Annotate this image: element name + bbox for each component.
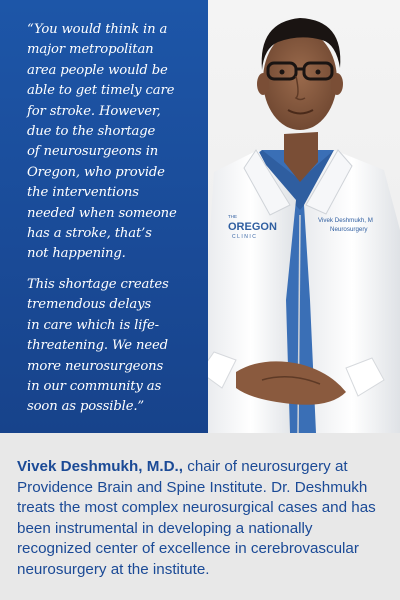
quote-line: more neurosurgeons [27, 358, 164, 374]
quote-line: the interventions [27, 185, 139, 201]
quote-panel [0, 0, 208, 433]
quote-paragraph-1 [27, 20, 203, 265]
quote-line: major metropolitan [27, 42, 154, 58]
quote-line: needed when someone [27, 205, 177, 221]
quote-line: of neurosurgeons in [27, 144, 159, 160]
quote-line: able to get timely care [27, 83, 175, 99]
pull-quote [27, 20, 203, 428]
quote-line: area people would be [27, 62, 168, 78]
caption [17, 457, 387, 581]
svg-text:THE: THE [228, 214, 237, 219]
quote-paragraph-2 [27, 275, 203, 418]
quote-line: Oregon, who provide [27, 164, 165, 180]
quote-line: threatening. We need [27, 338, 168, 354]
quote-line: in care which is life- [27, 317, 159, 333]
svg-text:Vivek Deshmukh, M: Vivek Deshmukh, M [318, 217, 373, 224]
quote-line: not happening. [27, 246, 126, 262]
svg-text:OREGON: OREGON [228, 221, 277, 233]
caption-section [0, 433, 400, 600]
doctor-name: Vivek Deshmukh, M.D., [17, 458, 183, 475]
quote-line: in our community as [27, 378, 162, 394]
quote-line: soon as possible.” [27, 399, 144, 415]
svg-text:Neurosurgery: Neurosurgery [330, 226, 368, 233]
quote-line: has a stroke, that’s [27, 226, 152, 242]
quote-line: “You would think in a [27, 22, 168, 37]
quote-line: This shortage creates [27, 276, 169, 292]
quote-line: due to the shortage [27, 124, 156, 140]
svg-text:CLINIC: CLINIC [232, 234, 258, 240]
quote-line: for stroke. However, [27, 103, 161, 119]
caption-text: chair of neurosurgery at Providence Brain and Spine Institute. Dr. Deshmukh treats the most complex neurosurgical cases and has been instrumental in developing a nationally recognized center of excellence in cerebrovascular neurosurgery at the institute. [17, 458, 376, 578]
quote-line: tremendous delays [27, 297, 152, 313]
